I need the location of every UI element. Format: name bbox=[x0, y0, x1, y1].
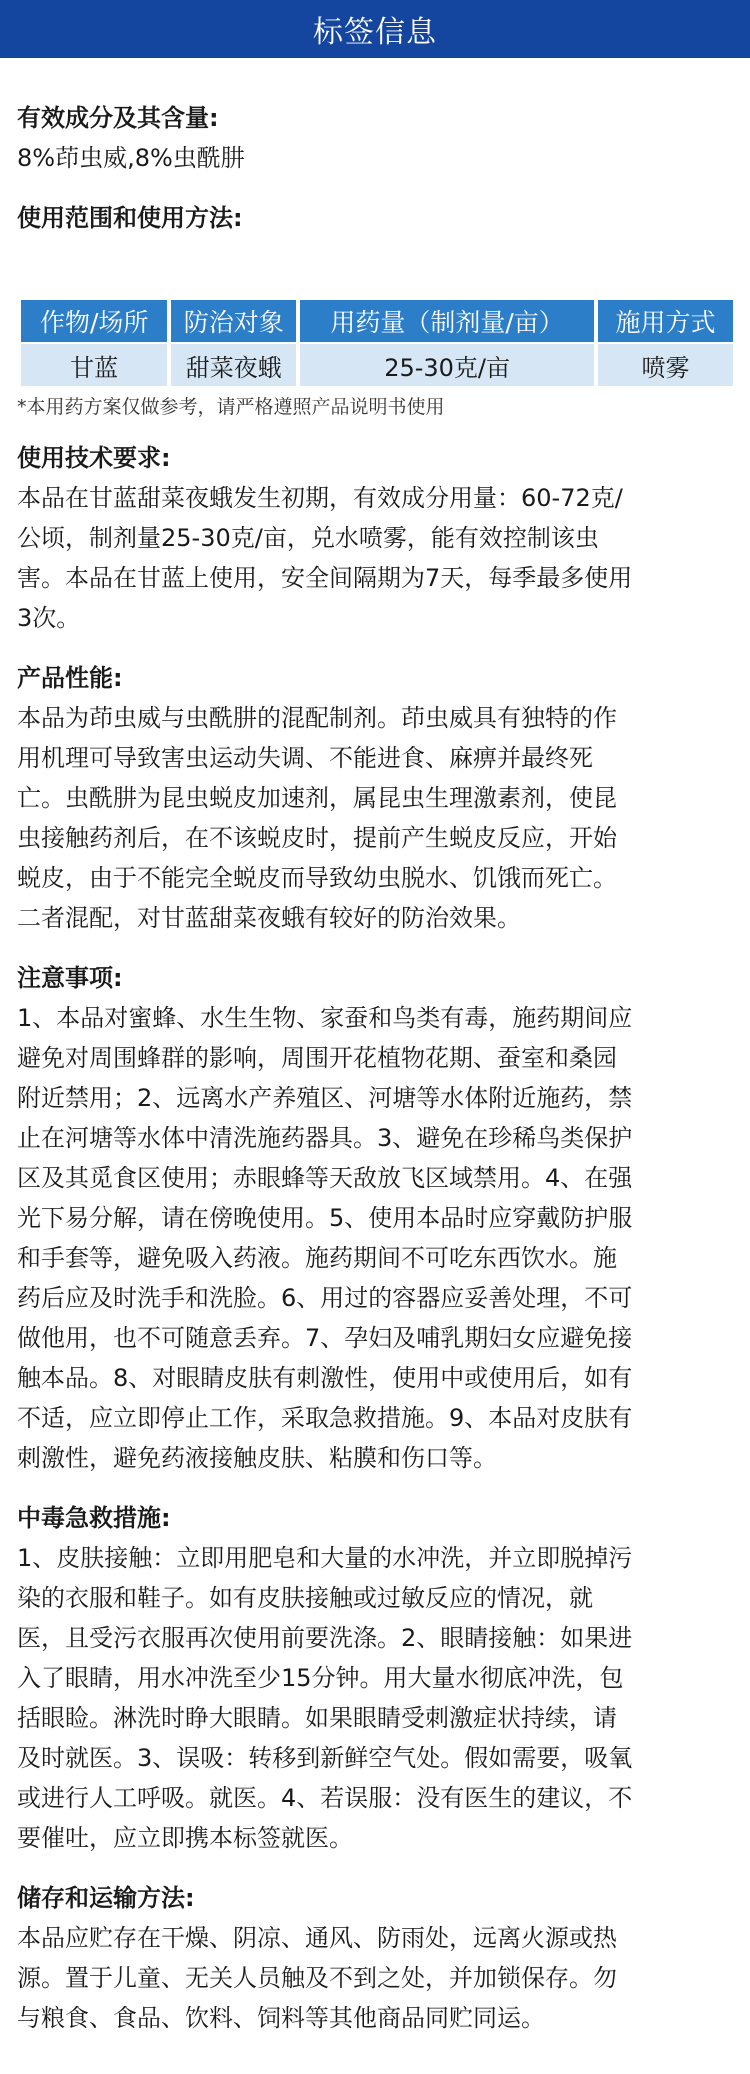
section-technique bbox=[17, 438, 732, 638]
first-aid-line: 医，且受污衣服再次使用前要洗涤。2、眼睛接触：如果进 bbox=[17, 1624, 633, 1652]
performance-line: 虫接触药剂后，在不该蜕皮时，提前产生蜕皮反应，开始 bbox=[17, 824, 617, 852]
technique-line: 公顷，制剂量25-30克/亩，兑水喷雾，能有效控制该虫 bbox=[17, 524, 599, 552]
first-aid-line: 染的衣服和鞋子。如有皮肤接触或过敏反应的情况，就 bbox=[17, 1584, 593, 1612]
ingredient-title: 有效成分及其含量: bbox=[17, 104, 219, 132]
performance-line: 二者混配，对甘蓝甜菜夜蛾有较好的防治效果。 bbox=[17, 904, 521, 932]
table-row bbox=[21, 344, 733, 386]
section-ingredient bbox=[17, 58, 732, 178]
label-content bbox=[0, 58, 750, 2038]
precautions-line: 1、本品对蜜蜂、水生生物、家蚕和鸟类有毒，施药期间应 bbox=[17, 1004, 633, 1032]
section-precautions bbox=[17, 958, 732, 1478]
table-header-dosage: 用药量（制剂量/亩） bbox=[300, 300, 594, 342]
table-header-row bbox=[21, 300, 733, 342]
table-cell-crop: 甘蓝 bbox=[21, 344, 167, 386]
usage-title: 使用范围和使用方法: bbox=[17, 204, 243, 232]
precautions-title: 注意事项: bbox=[17, 964, 123, 992]
first-aid-line: 入了眼睛，用水冲洗至少15分钟。用大量水彻底冲洗，包 bbox=[17, 1664, 624, 1692]
performance-line: 亡。虫酰肼为昆虫蜕皮加速剂，属昆虫生理激素剂，使昆 bbox=[17, 784, 617, 812]
performance-line: 用机理可导致害虫运动失调、不能进食、麻痹并最终死 bbox=[17, 744, 593, 772]
first-aid-line: 1、皮肤接触：立即用肥皂和大量的水冲洗，并立即脱掉污 bbox=[17, 1544, 633, 1572]
section-first-aid bbox=[17, 1498, 732, 1858]
technique-line: 本品在甘蓝甜菜夜蛾发生初期，有效成分用量：60-72克/ bbox=[17, 484, 623, 512]
table-cell-target: 甜菜夜蛾 bbox=[171, 344, 296, 386]
precautions-line: 光下易分解，请在傍晚使用。5、使用本品时应穿戴防护服 bbox=[17, 1204, 633, 1232]
first-aid-line: 要催吐，应立即携本标签就医。 bbox=[17, 1824, 353, 1852]
performance-line: 本品为茚虫威与虫酰肼的混配制剂。茚虫威具有独特的作 bbox=[17, 704, 617, 732]
precautions-line: 不适，应立即停止工作，采取急救措施。9、本品对皮肤有 bbox=[17, 1404, 633, 1432]
first-aid-title: 中毒急救措施: bbox=[17, 1504, 171, 1532]
precautions-line: 区及其觅食区使用；赤眼蜂等天敌放飞区域禁用。4、在强 bbox=[17, 1164, 633, 1192]
table-cell-dosage: 25-30克/亩 bbox=[300, 344, 594, 386]
first-aid-line: 及时就医。3、误吸：转移到新鲜空气处。假如需要，吸氧 bbox=[17, 1744, 633, 1772]
storage-line: 本品应贮存在干燥、阴凉、通风、防雨处，远离火源或热 bbox=[17, 1924, 617, 1952]
precautions-line: 做他用，也不可随意丢弃。7、孕妇及哺乳期妇女应避免接 bbox=[17, 1324, 633, 1352]
precautions-line: 刺激性，避免药液接触皮肤、粘膜和伤口等。 bbox=[17, 1444, 497, 1472]
section-usage bbox=[17, 198, 732, 422]
performance-title: 产品性能: bbox=[17, 664, 123, 692]
storage-line: 源。置于儿童、无关人员触及不到之处，并加锁保存。勿 bbox=[17, 1964, 617, 1992]
table-header-target: 防治对象 bbox=[171, 300, 296, 342]
table-header-crop: 作物/场所 bbox=[21, 300, 167, 342]
technique-line: 3次。 bbox=[17, 604, 81, 632]
precautions-line: 附近禁用；2、远离水产养殖区、河塘等水体附近施药，禁 bbox=[17, 1084, 633, 1112]
precautions-line: 止在河塘等水体中清洗施药器具。3、避免在珍稀鸟类保护 bbox=[17, 1124, 633, 1152]
precautions-line: 药后应及时洗手和洗脸。6、用过的容器应妥善处理，不可 bbox=[17, 1284, 633, 1312]
usage-note: *本用药方案仅做参考，请严格遵照产品说明书使用 bbox=[17, 396, 445, 418]
section-storage bbox=[17, 1878, 732, 2038]
usage-table bbox=[17, 298, 737, 388]
precautions-line: 避免对周围蜂群的影响，周围开花植物花期、蚕室和桑园 bbox=[17, 1044, 617, 1072]
ingredient-text: 8%茚虫威,8%虫酰肼 bbox=[17, 144, 245, 172]
storage-title: 储存和运输方法: bbox=[17, 1884, 195, 1912]
precautions-line: 触本品。8、对眼睛皮肤有刺激性，使用中或使用后，如有 bbox=[17, 1364, 633, 1392]
table-cell-method: 喷雾 bbox=[598, 344, 733, 386]
section-performance bbox=[17, 658, 732, 938]
header-title: 标签信息 bbox=[313, 15, 437, 50]
first-aid-line: 或进行人工呼吸。就医。4、若误服：没有医生的建议，不 bbox=[17, 1784, 633, 1812]
table-header-method: 施用方式 bbox=[598, 300, 733, 342]
performance-line: 蜕皮，由于不能完全蜕皮而导致幼虫脱水、饥饿而死亡。 bbox=[17, 864, 617, 892]
storage-line: 与粮食、食品、饮料、饲料等其他商品同贮同运。 bbox=[17, 2004, 545, 2032]
first-aid-line: 括眼睑。淋洗时睁大眼睛。如果眼睛受刺激症状持续，请 bbox=[17, 1704, 617, 1732]
precautions-line: 和手套等，避免吸入药液。施药期间不可吃东西饮水。施 bbox=[17, 1244, 617, 1272]
technique-title: 使用技术要求: bbox=[17, 444, 171, 472]
header-bar bbox=[0, 0, 750, 58]
technique-line: 害。本品在甘蓝上使用，安全间隔期为7天，每季最多使用 bbox=[17, 564, 633, 592]
